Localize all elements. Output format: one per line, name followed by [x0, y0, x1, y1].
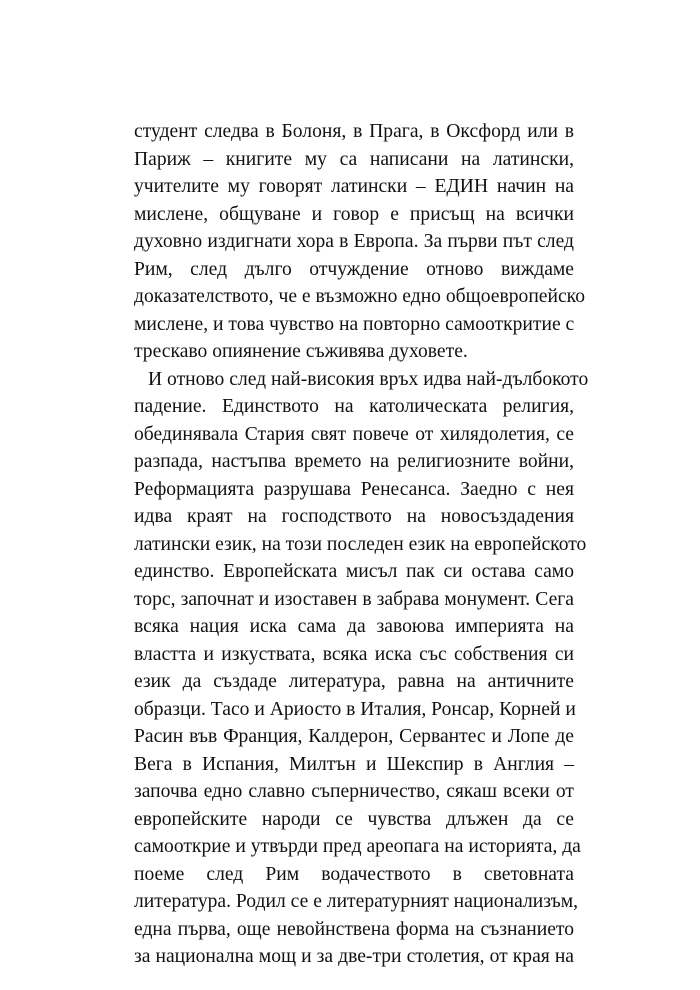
text-line: единство. Европейската мисъл пак си остава само	[134, 561, 574, 582]
text-line: започва едно славно съперничество, сякаш всеки от	[134, 781, 574, 802]
text-line: всяка нация иска сама да завоюва империята на	[134, 616, 574, 637]
text-line: поеме след Рим водачеството в световната	[134, 863, 574, 885]
text-line: духовно издигнати хора в Европа. За първи път след	[134, 231, 574, 252]
text-line: падение. Единството на католическата религия,	[134, 396, 574, 417]
text-line: литература. Родил се е литературният национализъм,	[134, 891, 579, 912]
text-line: торс, започнат и изоставен в забрава монумент. Сега	[134, 588, 574, 610]
text-line: латински език, на този последен език на европейското	[134, 533, 587, 555]
text-line: мислене, и това чувство на повторно самооткритие с	[134, 313, 575, 335]
text-line: самооткрие и утвърди пред ареопага на историята, да	[134, 836, 581, 857]
text-line: властта и изкуствата, всяка иска със собствения си	[134, 643, 574, 665]
text-line: обединявала Стария свят повече от хилядолетия, се	[134, 423, 574, 445]
text-line: образци. Тасо и Ариосто в Италия, Ронсар, Корней и	[134, 698, 576, 720]
text-line: мислене, общуване и говор е присъщ на всички	[134, 203, 574, 225]
text-line: Рим, след дълго отчуждение отново виждаме	[134, 258, 574, 280]
text-line: Вега в Испания, Милтън и Шекспир в Англия –	[134, 753, 574, 775]
text-line: за национална мощ и за две-три столетия, от края на	[134, 946, 574, 967]
text-line: учителите му говорят латински – ЕДИН начин на	[134, 176, 574, 197]
text-line: студент следва в Болоня, в Прага, в Оксфорд или в	[134, 121, 574, 142]
text-line: идва краят на господството на новосъздадения	[134, 506, 574, 527]
text-line: трескаво опиянение съживява духовете.	[134, 341, 468, 362]
text-line: една първа, още невойнствена форма на съзнанието	[134, 918, 574, 940]
text-line: разпада, настъпва времето на религиозните войни,	[134, 451, 574, 472]
text-line: език да създаде литература, равна на античните	[134, 671, 574, 692]
text-line: европейските народи се чувства длъжен да се	[134, 808, 574, 830]
paragraph-first-line: И отново след най-високия връх идва най-дълбокото	[148, 368, 589, 390]
document-page	[134, 118, 589, 971]
text-line: Париж – книгите му са написани на латински,	[134, 148, 574, 170]
text-line: Реформацията разрушава Ренесанса. Заедно с нея	[134, 478, 574, 500]
text-line: Расин във Франция, Калдерон, Сервантес и Лопе де	[134, 726, 574, 747]
text-line: доказателството, че е възможно едно общоевропейско	[134, 286, 585, 307]
